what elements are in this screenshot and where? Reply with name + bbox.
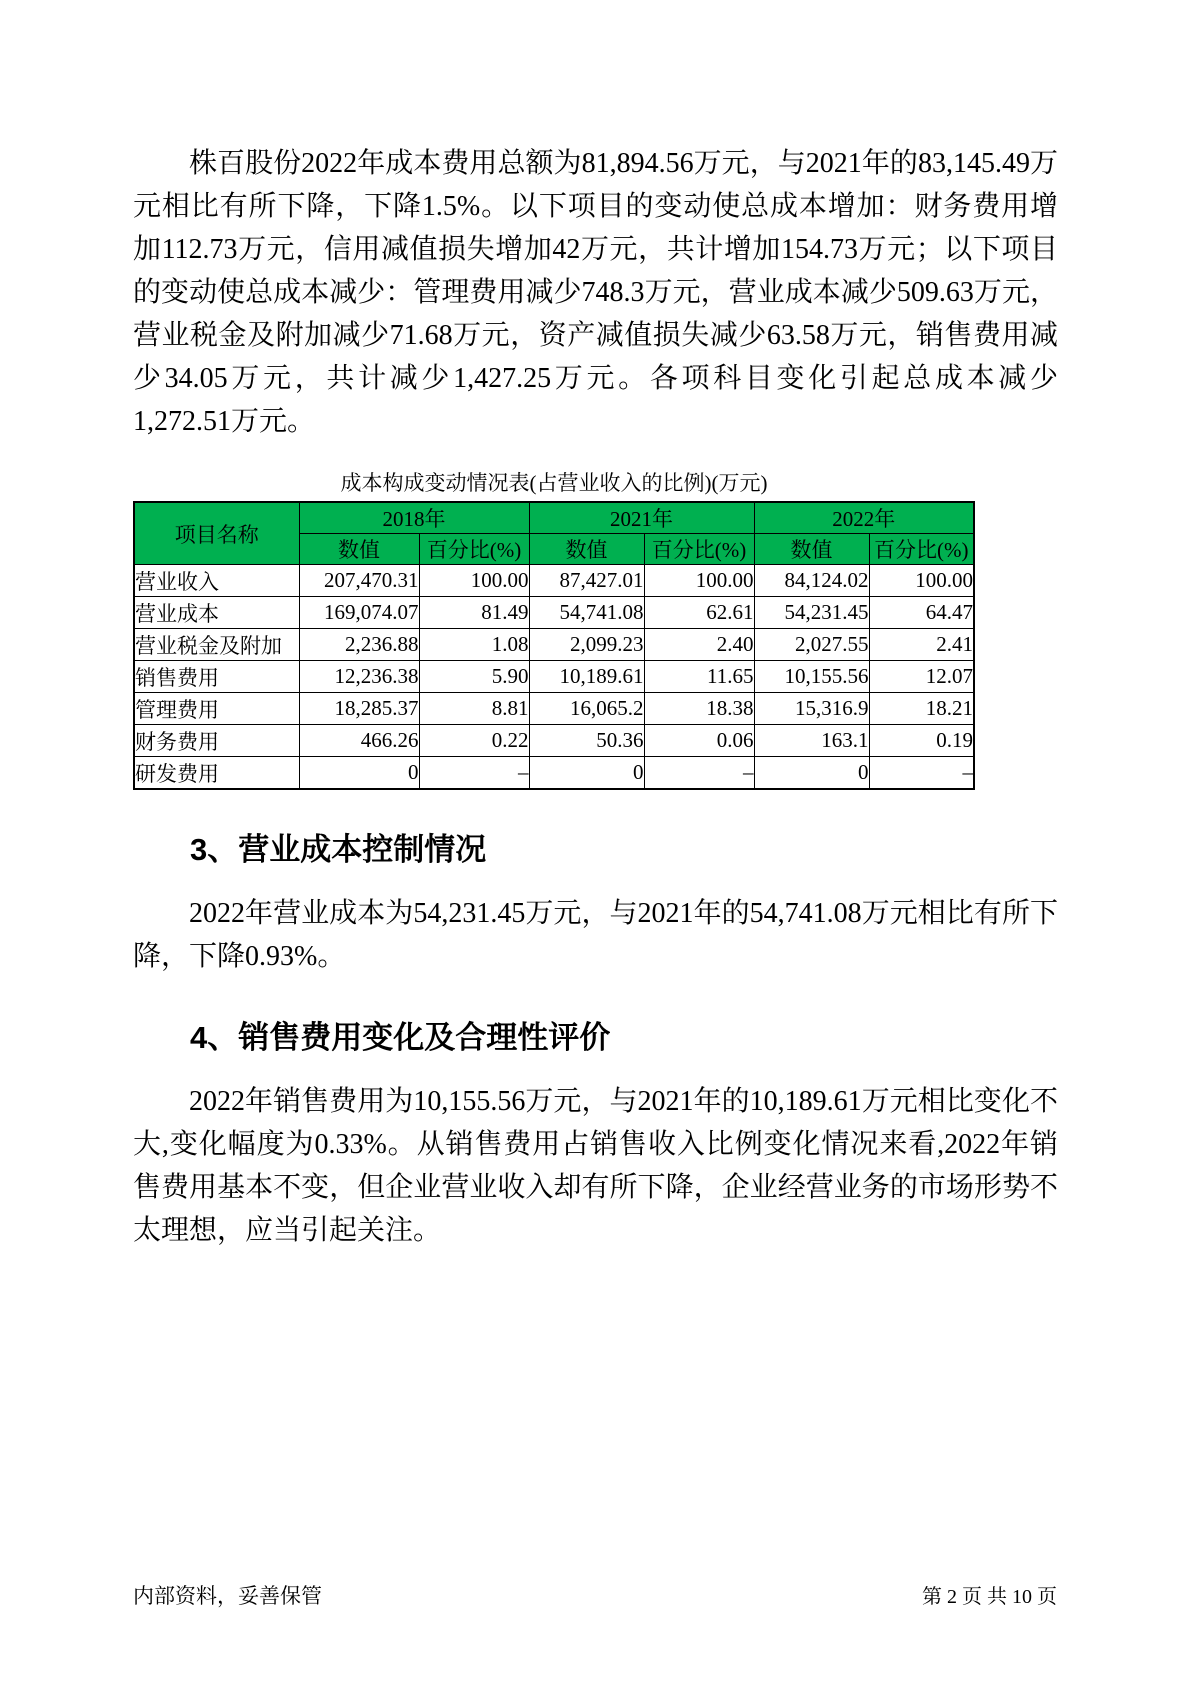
table-cell-percent: 81.49 [419,597,529,629]
header-value-2022: 数值 [754,534,869,565]
header-year-2022: 2022年 [754,502,974,534]
table-cell-value: 2,027.55 [754,629,869,661]
table-cell-item: 管理费用 [134,693,299,725]
table-cell-item: 营业收入 [134,565,299,597]
table-row [134,629,974,661]
table-cell-value: 169,074.07 [299,597,419,629]
table-cell-value: 54,231.45 [754,597,869,629]
header-percent-2022: 百分比(%) [869,534,974,565]
table-header-row-years [134,502,974,534]
table-cell-value: 466.26 [299,725,419,757]
table-row [134,565,974,597]
table-cell-percent: 100.00 [644,565,754,597]
table-cell-value: 163.1 [754,725,869,757]
section-4-paragraph: 2022年销售费用为10,155.56万元，与2021年的10,189.61万元相比变化不大,变化幅度为0.33%。从销售费用占销售收入比例变化情况来看,2022年销售费用基本不变，但企业营业收入却有所下降，企业经营业务的市场形势不太理想，应当引起关注。 [133,1086,1058,1246]
table-cell-percent: 100.00 [869,565,974,597]
table-cell-value: 54,741.08 [529,597,644,629]
header-percent-2021: 百分比(%) [644,534,754,565]
table-cell-value: 15,316.9 [754,693,869,725]
header-item-name: 项目名称 [134,502,299,565]
section-3-heading: 3、营业成本控制情况 [190,832,487,867]
table-cell-percent: 62.61 [644,597,754,629]
table-cell-value: 0 [529,757,644,790]
table-cell-percent: 11.65 [644,661,754,693]
table-row [134,661,974,693]
intro-paragraph: 株百股份2022年成本费用总额为81,894.56万元，与2021年的83,145.49万元相比有所下降，下降1.5%。以下项目的变动使总成本增加：财务费用增加112.73万元，信用减值损失增加42万元，共计增加154.73万元；以下项目的变动使总成本减少：管理费用减少748.3万元，营业成本减少509.63万元，营业税金及附加减少71.68万元，资产减值损失减少63.58万元，销售费用减少34.05万元，共计减少1,427.25万元。各项科目变化引起总成本减少1,272.51万元。 [133,148,1058,437]
table-cell-percent: 5.90 [419,661,529,693]
header-percent-2018: 百分比(%) [419,534,529,565]
table-cell-percent: 64.47 [869,597,974,629]
table-cell-item: 财务费用 [134,725,299,757]
table-cell-item: 研发费用 [134,757,299,790]
table-cell-percent: 2.41 [869,629,974,661]
footer-page-number: 第 2 页 共 10 页 [922,1586,1057,1608]
table-cell-value: 0 [754,757,869,790]
table-cell-percent: – [644,757,754,790]
table-cell-value: 10,189.61 [529,661,644,693]
table-cell-value: 16,065.2 [529,693,644,725]
header-value-2021: 数值 [529,534,644,565]
table-cell-value: 18,285.37 [299,693,419,725]
table-cell-value: 0 [299,757,419,790]
table-cell-percent: 18.21 [869,693,974,725]
table-cell-value: 2,099.23 [529,629,644,661]
table-cell-percent: 8.81 [419,693,529,725]
table-cell-percent: 0.19 [869,725,974,757]
table-cell-value: 2,236.88 [299,629,419,661]
footer-confidential-note: 内部资料，妥善保管 [133,1585,322,1608]
table-cell-percent: 100.00 [419,565,529,597]
table-cell-percent: 12.07 [869,661,974,693]
header-value-2018: 数值 [299,534,419,565]
cost-table-block [133,470,975,790]
table-cell-percent: 0.22 [419,725,529,757]
section-3-paragraph: 2022年营业成本为54,231.45万元，与2021年的54,741.08万元相比有所下降，下降0.93%。 [133,898,1058,972]
table-cell-value: 10,155.56 [754,661,869,693]
table-cell-item: 销售费用 [134,661,299,693]
table-cell-value: 207,470.31 [299,565,419,597]
table-title: 成本构成变动情况表(占营业收入的比例)(万元) [340,471,768,495]
page-footer [133,1580,1057,1610]
header-year-2021: 2021年 [529,502,754,534]
table-header [134,502,974,565]
cost-composition-table [133,501,975,790]
table-cell-percent: 2.40 [644,629,754,661]
table-cell-value: 12,236.38 [299,661,419,693]
table-cell-percent: 18.38 [644,693,754,725]
table-row [134,757,974,790]
table-cell-value: 84,124.02 [754,565,869,597]
header-year-2018: 2018年 [299,502,529,534]
table-row [134,597,974,629]
table-cell-percent: – [869,757,974,790]
table-cell-value: 50.36 [529,725,644,757]
table-row [134,725,974,757]
table-cell-percent: 1.08 [419,629,529,661]
table-body [134,565,974,790]
table-cell-value: 87,427.01 [529,565,644,597]
table-cell-percent: – [419,757,529,790]
table-row [134,693,974,725]
section-4-heading: 4、销售费用变化及合理性评价 [190,1020,611,1055]
table-cell-item: 营业成本 [134,597,299,629]
table-cell-percent: 0.06 [644,725,754,757]
table-cell-item: 营业税金及附加 [134,629,299,661]
